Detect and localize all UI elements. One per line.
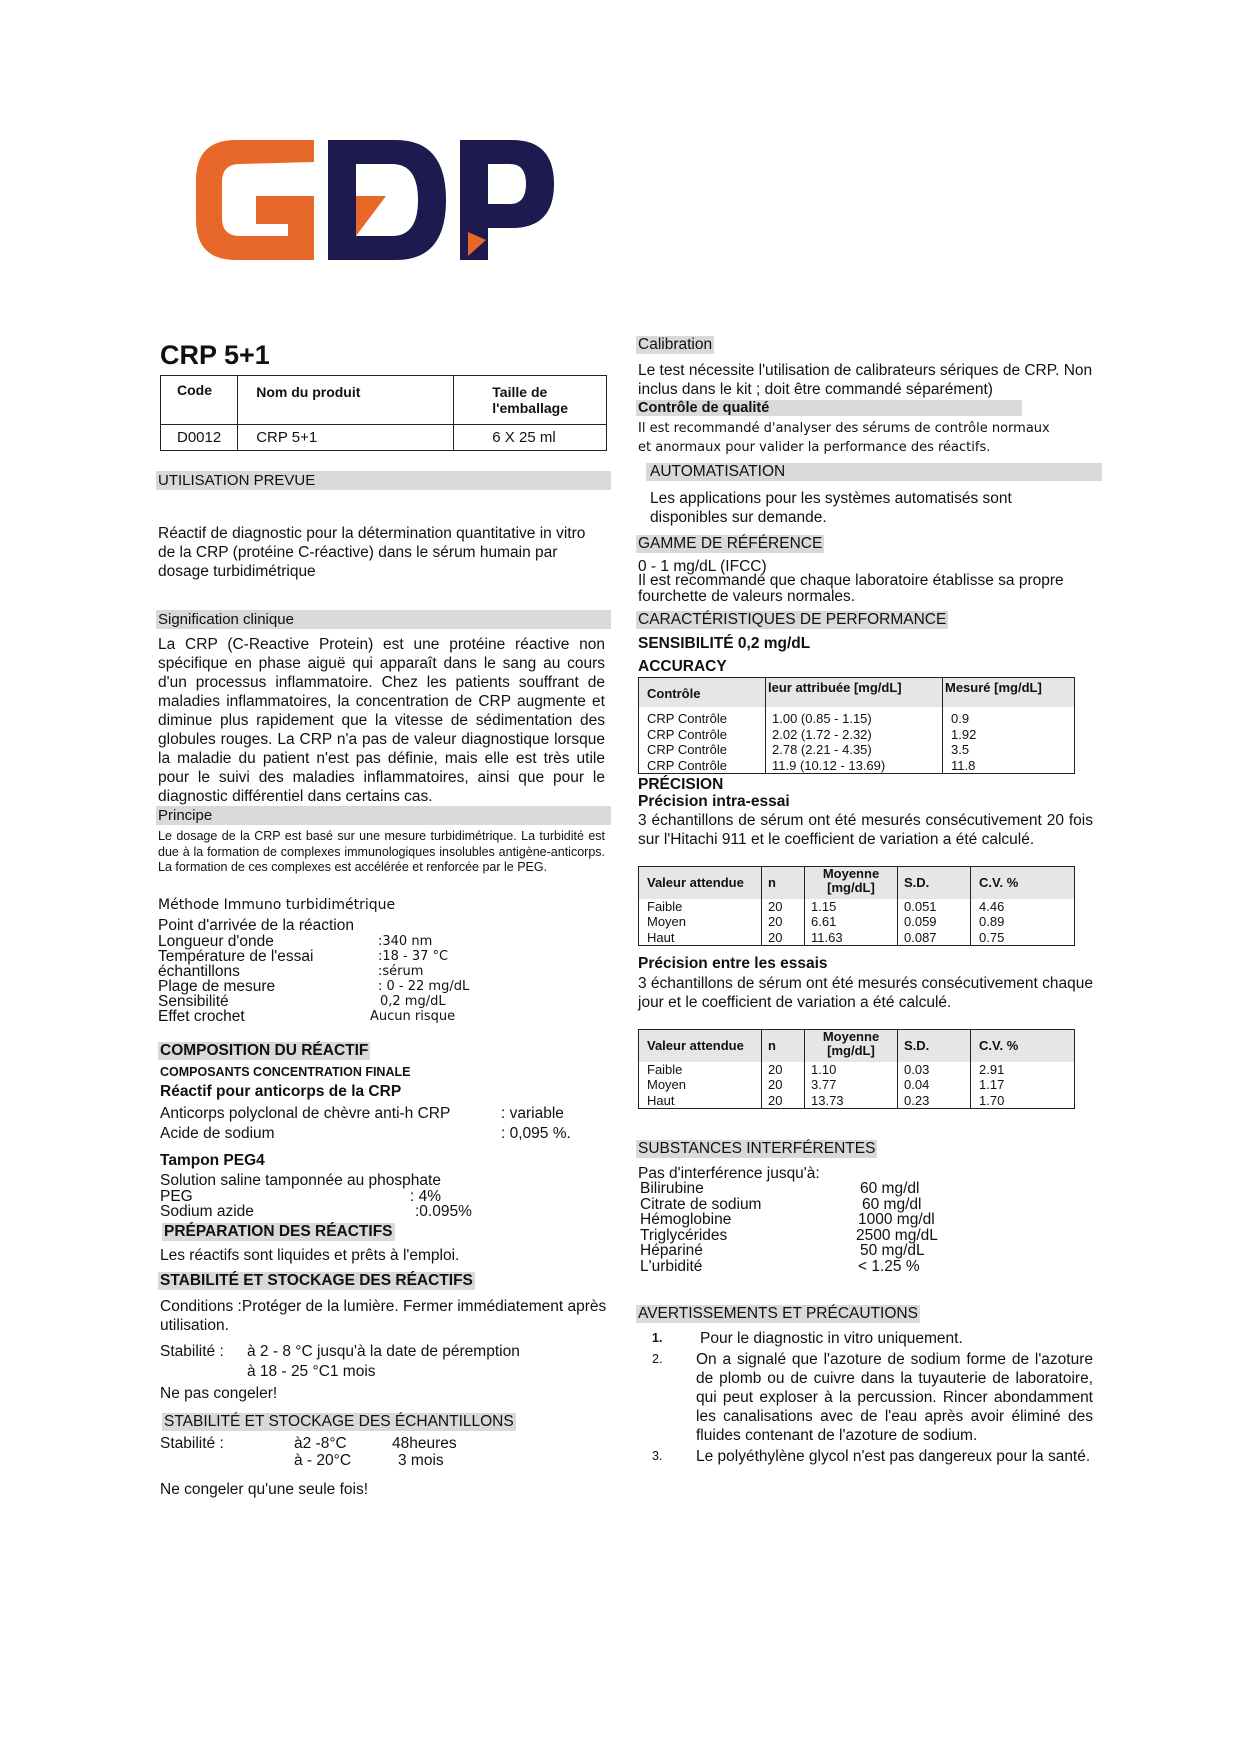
- intra-col: [971, 899, 1075, 946]
- inter-cell: 20: [768, 1061, 783, 1077]
- inter-header: n: [762, 1030, 805, 1062]
- acc-cell: CRP Contrôle: [647, 711, 727, 726]
- param-value: : 0 - 22 mg/dL: [378, 979, 470, 994]
- inter-col: [639, 1062, 762, 1109]
- intra-cell: 0.059: [904, 914, 937, 929]
- reagent-stability-label: Stabilité :: [160, 1343, 224, 1360]
- acc-cell: CRP Contrôle: [647, 742, 727, 757]
- intra-cell: 4.46: [979, 898, 1005, 914]
- warning-item: [638, 1350, 1093, 1445]
- intra-cell: Haut: [647, 929, 675, 945]
- interf-substance: Hépariné: [640, 1242, 703, 1259]
- intra-header: Moyenne [mg/dL]: [805, 867, 898, 899]
- buffer-item-value: :0.095%: [415, 1203, 472, 1220]
- composition-heading: COMPOSITION DU RÉACTIF: [160, 1042, 369, 1059]
- reagent-storage-heading: STABILITÉ ET STOCKAGE DES RÉACTIFS: [160, 1272, 473, 1289]
- inter-cell: 20: [768, 1092, 783, 1108]
- principle-method: Méthode Immuno turbidimétrique: [158, 897, 396, 913]
- performance-heading: CARACTÉRISTIQUES DE PERFORMANCE: [638, 611, 947, 628]
- warnings-heading: AVERTISSEMENTS ET PRÉCAUTIONS: [638, 1305, 918, 1322]
- interference-heading: SUBSTANCES INTERFÉRENTES: [638, 1140, 876, 1157]
- intra-cell: Moyen: [647, 914, 687, 929]
- clinical-heading: Signification clinique: [156, 610, 611, 629]
- acc-cell: 2.78 (2.21 - 4.35): [772, 742, 872, 757]
- interf-limit: 2500 mg/dL: [856, 1226, 938, 1244]
- product-table: [160, 375, 607, 451]
- param-value: 0,2 mg/dL: [380, 994, 446, 1009]
- buffer-item-label: PEG: [160, 1188, 193, 1205]
- warning-num: 3.: [652, 1449, 663, 1463]
- intra-col: [762, 899, 805, 946]
- warning-num: 1.: [652, 1331, 663, 1345]
- intra-cell: 0.89: [979, 914, 1005, 929]
- param-label: échantillons: [158, 963, 240, 980]
- reference-line-2: Il est recommandé que chaque laboratoire établisse sa propre fourchette de valeurs normales.: [638, 572, 1064, 605]
- cell-size: 6 X 25 ml: [492, 429, 556, 446]
- intra-cell: 20: [768, 929, 783, 945]
- intra-text: 3 échantillons de sérum ont été mesurés consécutivement 20 fois sur l'Hitachi 911 et le coefficient de variation a été calculé.: [638, 812, 1093, 848]
- gdp-logo: [196, 140, 556, 260]
- acc-cell: 1.92: [951, 726, 977, 742]
- intra-header: n: [762, 867, 805, 899]
- inter-cell: 0.04: [904, 1077, 930, 1092]
- sample-stability-time: 48heures: [392, 1435, 457, 1452]
- acc-cell: 11.9 (10.12 - 13.69): [772, 757, 886, 773]
- inter-col: [762, 1062, 805, 1109]
- param-label: Effet crochet: [158, 1008, 245, 1025]
- principle-params: [158, 934, 605, 1024]
- reagent-stability-2: à 18 - 25 °C1 mois: [247, 1363, 376, 1380]
- principle-heading: Principe: [156, 806, 611, 825]
- inter-col: [971, 1062, 1075, 1109]
- inter-cell: Faible: [647, 1061, 683, 1077]
- reference-heading: GAMME DE RÉFÉRENCE: [638, 535, 823, 552]
- interf-limit: 1000 mg/dl: [858, 1211, 935, 1228]
- inter-cell: Haut: [647, 1092, 675, 1108]
- accuracy-table: [638, 677, 1075, 774]
- interf-substance: Hémoglobine: [640, 1211, 732, 1228]
- buffer-item-value: : 4%: [410, 1188, 442, 1205]
- acc-cell: 0.9: [951, 711, 970, 726]
- reagent-title: Réactif pour anticorps de la CRP: [160, 1083, 402, 1100]
- warning-item: [638, 1447, 1093, 1466]
- automation-heading: AUTOMATISATION: [646, 463, 1102, 481]
- intra-cell: 6.61: [811, 914, 837, 929]
- inter-cell: 1.70: [979, 1092, 1005, 1108]
- interf-limit: 50 mg/dL: [860, 1242, 925, 1259]
- inter-header: Valeur attendue: [639, 1030, 762, 1062]
- acc-cell: CRP Contrôle: [647, 757, 727, 773]
- intra-cell: 20: [768, 898, 783, 914]
- param-label: Plage de mesure: [158, 978, 276, 995]
- acc-cell: 1.00 (0.85 - 1.15): [772, 711, 872, 726]
- intra-cell: 1.15: [811, 898, 837, 914]
- preparation-heading: PRÉPARATION DES RÉACTIFS: [164, 1223, 393, 1240]
- warning-num: 2.: [652, 1352, 663, 1366]
- inter-cell: 13.73: [811, 1092, 844, 1108]
- intra-header: C.V. %: [979, 875, 1019, 890]
- intended-use-heading: UTILISATION PREVUE: [156, 471, 611, 490]
- acc-cell: CRP Contrôle: [647, 726, 727, 742]
- inter-cell: 3.77: [811, 1077, 837, 1092]
- inter-col: [898, 1062, 971, 1109]
- param-value: Aucun risque: [370, 1009, 456, 1024]
- header-size: Taille de l'emballage: [454, 376, 607, 425]
- cell-code: D0012: [161, 425, 238, 451]
- composition-subheading: COMPOSANTS CONCENTRATION FINALE: [160, 1065, 411, 1079]
- principle-endpoint: Point d'arrivée de la réaction: [158, 917, 354, 934]
- preparation-text: Les réactifs sont liquides et prêts à l'emploi.: [160, 1247, 460, 1264]
- warning-text: On a signalé que l'azoture de sodium forme de l'azoture de plomb ou de cuivre dans la tuyauterie de laboratoire, qui peut exploser à la percussion. Rincer abondamment les canalisations avec de l'eau après avoir éliminé des fluides contenant de l'azoture de sodium.: [696, 1351, 1093, 1444]
- inter-text: 3 échantillons de sérum ont été mesurés consécutivement chaque jour et le coefficient de variation a été calculé.: [638, 975, 1093, 1011]
- cell-name: CRP 5+1: [238, 425, 454, 451]
- calibration-text: Le test nécessite l'utilisation de calibrateurs sériques de CRP. Non inclus dans le kit ; doit être commandé séparément): [638, 362, 1093, 398]
- acc-col-control: [639, 707, 766, 774]
- inter-col: [805, 1062, 898, 1109]
- warning-text: Pour le diagnostic in vitro uniquement.: [700, 1330, 963, 1347]
- calibration-heading: Calibration: [638, 336, 713, 353]
- intra-cell: 0.75: [979, 929, 1005, 945]
- header-name: Nom du produit: [238, 376, 454, 425]
- intra-cell: 11.63: [811, 929, 843, 945]
- intra-cell: 20: [768, 914, 783, 929]
- sample-stability-temp: à - 20°C: [294, 1452, 352, 1469]
- warning-text: Le polyéthylène glycol n'est pas dangereux pour la santé.: [696, 1448, 1091, 1465]
- sensitivity: SENSIBILITÉ 0,2 mg/dL: [638, 635, 811, 652]
- intra-header: Valeur attendue: [639, 867, 762, 899]
- inter-header: C.V. %: [979, 1038, 1019, 1053]
- inter-cell: 0.03: [904, 1061, 930, 1077]
- sample-storage-heading: STABILITÉ ET STOCKAGE DES ÉCHANTILLONS: [164, 1413, 514, 1430]
- intra-title: Précision intra-essai: [638, 793, 790, 810]
- intra-cell: 0.051: [904, 898, 937, 914]
- intra-header: S.D.: [898, 867, 971, 899]
- sample-stability-label: Stabilité :: [160, 1435, 224, 1452]
- acc-col-assigned: [766, 707, 943, 774]
- acc-header: Mesuré [mg/dL]: [945, 680, 1042, 695]
- principle-text: Le dosage de la CRP est basé sur une mesure turbidimétrique. La turbidité est due à la formation de complexes immunologiques insolubles antigène-anticorps. La formation de ces complexes est accélérée et renforcée par le PEG.: [158, 829, 605, 874]
- inter-cell: 0.23: [904, 1092, 930, 1108]
- clinical-text: La CRP (C-Reactive Protein) est une protéine réactive non spécifique en phase aiguë qui apparaît dans le sang au cours d'un processus inflammatoire. Chez les patients souffrant de maladies inflammatoires, la concentration de CRP augmente et diminue plus rapidement que la vitesse de sédimentation des globules rouges. La CRP n'a pas de valeur diagnostique lorsque la maladie du patient n'est pas définie, mais elle est très utile pour le suivi des maladies inflammatoires, ainsi que pour le diagnostic différentiel dans certains cas.: [158, 636, 605, 805]
- interf-limit: 60 mg/dl: [860, 1180, 920, 1197]
- buffer-item-label: Sodium azide: [160, 1203, 254, 1220]
- interf-limit: < 1.25 %: [858, 1257, 920, 1275]
- reagent-storage-conditions: Conditions :Protéger de la lumière. Fermer immédiatement après utilisation.: [160, 1298, 607, 1334]
- automation-text: Les applications pour les systèmes automatisés sont disponibles sur demande.: [650, 490, 1012, 526]
- inter-title: Précision entre les essais: [638, 955, 828, 972]
- acc-header: Contrôle: [639, 678, 766, 708]
- interf-substance: Triglycérides: [640, 1226, 728, 1244]
- warning-item: [638, 1329, 1093, 1348]
- param-value: :340 nm: [378, 934, 433, 949]
- param-value: :sérum: [378, 964, 424, 979]
- inter-header: Moyenne [mg/dL]: [805, 1030, 898, 1062]
- param-value: :18 - 37 °C: [378, 949, 449, 964]
- sample-stability-time: 3 mois: [398, 1452, 444, 1469]
- reagent-item-label: Anticorps polyclonal de chèvre anti-h CRP: [160, 1105, 451, 1122]
- reagent-stability-1: à 2 - 8 °C jusqu'à la date de péremption: [247, 1343, 520, 1360]
- buffer-line: Solution saline tamponnée au phosphate: [160, 1172, 441, 1189]
- sample-stability-temp: à2 -8°C: [294, 1435, 347, 1452]
- intra-cell: 0.087: [904, 929, 937, 945]
- intended-use-text: Réactif de diagnostic pour la détermination quantitative in vitro de la CRP (protéine C-réactive) dans le sérum humain par dosage turbidimétrique: [158, 525, 586, 580]
- precision-title: PRÉCISION: [638, 776, 724, 793]
- acc-header: leur attribuée [mg/dL]: [766, 678, 943, 708]
- interf-substance: L'urbidité: [640, 1257, 703, 1275]
- acc-col-measured: [943, 707, 1075, 774]
- interf-substance: Citrate de sodium: [640, 1195, 762, 1213]
- inter-cell: 20: [768, 1077, 783, 1092]
- interf-limit: 60 mg/dl: [862, 1195, 922, 1213]
- reagent-no-freeze: Ne pas congeler!: [160, 1385, 278, 1402]
- quality-heading: Contrôle de qualité: [636, 400, 1022, 416]
- interference-list: [640, 1181, 940, 1274]
- reagent-item-value: : variable: [501, 1105, 564, 1122]
- intra-col: [805, 899, 898, 946]
- inter-cell: Moyen: [647, 1077, 687, 1092]
- inter-cell: 2.91: [979, 1061, 1005, 1077]
- acc-cell: 3.5: [951, 742, 970, 757]
- reference-line-1: 0 - 1 mg/dL (IFCC): [638, 558, 767, 575]
- inter-cell: 1.17: [979, 1077, 1005, 1092]
- acc-cell: 2.02 (1.72 - 2.32): [772, 726, 872, 742]
- inter-table: [638, 1029, 1075, 1109]
- inter-cell: 1.10: [811, 1061, 837, 1077]
- buffer-title: Tampon PEG4: [160, 1152, 265, 1169]
- header-code: Code: [161, 376, 238, 425]
- accuracy-title: ACCURACY: [638, 658, 727, 675]
- param-label: Longueur d'onde: [158, 933, 274, 950]
- intra-cell: Faible: [647, 898, 683, 914]
- warnings-list: [638, 1329, 1093, 1466]
- reagent-item-value: : 0,095 %.: [501, 1125, 571, 1142]
- intra-col: [898, 899, 971, 946]
- sample-storage-note: Ne congeler qu'une seule fois!: [160, 1481, 369, 1498]
- interf-substance: Bilirubine: [640, 1180, 704, 1197]
- param-label: Sensibilité: [158, 993, 229, 1010]
- reagent-item-label: Acide de sodium: [160, 1125, 275, 1142]
- quality-line-2: et anormaux pour valider la performance des réactifs.: [638, 440, 991, 455]
- intra-table: [638, 866, 1075, 946]
- quality-line-1: Il est recommandé d'analyser des sérums de contrôle normaux: [638, 421, 1050, 436]
- interference-intro: Pas d'interférence jusqu'à:: [638, 1165, 820, 1182]
- inter-header: S.D.: [898, 1030, 971, 1062]
- acc-cell: 11.8: [951, 757, 976, 773]
- param-label: Température de l'essai: [158, 948, 314, 965]
- intra-col: [639, 899, 762, 946]
- product-title: CRP 5+1: [160, 340, 270, 370]
